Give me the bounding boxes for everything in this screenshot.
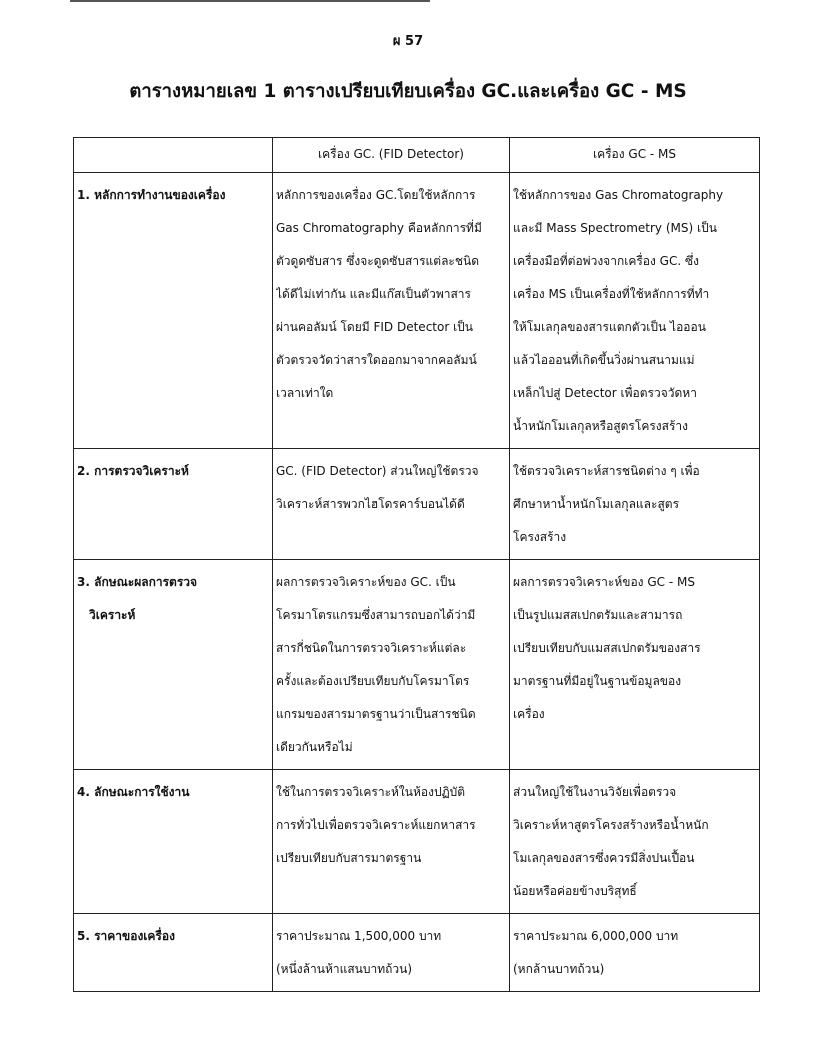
comparison-table bbox=[73, 137, 760, 992]
cell-line: (หกล้านบาทถ้วน) bbox=[513, 962, 605, 976]
cell-line: วิเคราะห์หาสูตรโครงสร้างหรือน้ำหนัก bbox=[513, 818, 709, 832]
cell-line: ผ่านคอลัมน์ โดยมี FID Detector เป็น bbox=[276, 320, 474, 334]
cell-line: เปรียบเทียบกับสารมาตรฐาน bbox=[276, 851, 422, 865]
cell-line: เปรียบเทียบกับแมสสเปกตรัมของสาร bbox=[513, 641, 701, 655]
cell-line: แล้วไอออนที่เกิดขึ้นวิ่งผ่านสนามแม่ bbox=[513, 353, 695, 367]
cell-line: 2. การตรวจวิเคราะห์ bbox=[77, 464, 189, 478]
cell-line: 5. ราคาของเครื่อง bbox=[77, 929, 175, 943]
cell-line: 1. หลักการทำงานของเครื่อง bbox=[77, 188, 226, 202]
cell-gc bbox=[273, 449, 510, 560]
document-title: ตารางหมายเลข 1 ตารางเปรียบเทียบเครื่อง GC.และเครื่อง GC - MS bbox=[129, 81, 687, 102]
cell-line: ใช้ในการตรวจวิเคราะห์ในห้องปฏิบัติ bbox=[276, 785, 466, 799]
table-row bbox=[74, 770, 760, 914]
cell-line: โครงสร้าง bbox=[513, 530, 567, 544]
cell-gc bbox=[273, 560, 510, 770]
cell-line: ตัวดูดซับสาร ซึ่งจะดูดซับสารแต่ละชนิด bbox=[276, 254, 480, 268]
cell-gc bbox=[273, 914, 510, 992]
scan-edge-line bbox=[70, 0, 430, 2]
cell-line: (หนึ่งล้านห้าแสนบาทถ้วน) bbox=[276, 962, 413, 976]
cell-topic bbox=[74, 770, 273, 914]
cell-line: ใช้หลักการของ Gas Chromatography bbox=[513, 188, 724, 202]
cell-line: GC. (FID Detector) ส่วนใหญ่ใช้ตรวจ bbox=[276, 464, 479, 478]
cell-line: เครื่อง MS เป็นเครื่องที่ใช้หลักการที่ทำ bbox=[513, 287, 710, 301]
cell-line: เหล็กไปสู่ Detector เพื่อตรวจวัดหา bbox=[513, 386, 697, 400]
cell-line: เดียวกันหรือไม่ bbox=[276, 740, 353, 754]
cell-gc bbox=[273, 770, 510, 914]
page-number: ผ 57 bbox=[392, 34, 424, 49]
cell-line: และมี Mass Spectrometry (MS) เป็น bbox=[513, 221, 717, 235]
cell-line: แกรมของสารมาตรฐานว่าเป็นสารชนิด bbox=[276, 707, 476, 721]
table-row bbox=[74, 560, 760, 770]
cell-line: 3. ลักษณะผลการตรวจ bbox=[77, 575, 198, 589]
cell-gcms bbox=[510, 770, 760, 914]
cell-line: โมเลกุลของสารซึ่งควรมีสิ่งปนเปื้อน bbox=[513, 851, 695, 865]
header-topic bbox=[74, 138, 273, 173]
cell-line: ได้ดีไม่เท่ากัน และมีแก๊สเป็นตัวพาสาร bbox=[276, 287, 471, 301]
table-row bbox=[74, 914, 760, 992]
cell-line: น้อยหรือค่อยข้างบริสุทธิ์ bbox=[513, 884, 637, 898]
cell-line: ราคาประมาณ 1,500,000 บาท bbox=[276, 929, 442, 943]
cell-topic bbox=[74, 560, 273, 770]
cell-line: วิเคราะห์สารพวกไฮโดรคาร์บอนได้ดี bbox=[276, 497, 465, 511]
cell-line: สารกี่ชนิดในการตรวจวิเคราะห์แต่ละ bbox=[276, 641, 467, 655]
cell-line: ผลการตรวจวิเคราะห์ของ GC - MS bbox=[513, 575, 695, 589]
cell-line: เวลาเท่าใด bbox=[276, 386, 334, 400]
cell-topic bbox=[74, 449, 273, 560]
cell-line: ราคาประมาณ 6,000,000 บาท bbox=[513, 929, 679, 943]
cell-gcms bbox=[510, 449, 760, 560]
cell-line: การทั่วไปเพื่อตรวจวิเคราะห์แยกหาสาร bbox=[276, 818, 476, 832]
table-header-row bbox=[74, 138, 760, 173]
cell-line: ครั้งและต้องเปรียบเทียบกับโครมาโตร bbox=[276, 674, 470, 688]
cell-line: เป็นรูปแมสสเปกตรัมและสามารถ bbox=[513, 608, 683, 622]
cell-gcms bbox=[510, 173, 760, 449]
cell-line: ส่วนใหญ่ใช้ในงานวิจัยเพื่อตรวจ bbox=[513, 785, 677, 799]
cell-gcms bbox=[510, 560, 760, 770]
cell-line: โครมาโตรแกรมซึ่งสามารถบอกได้ว่ามี bbox=[276, 608, 476, 622]
cell-line: ศึกษาหาน้ำหนักโมเลกุลและสูตร bbox=[513, 497, 680, 511]
cell-line: น้ำหนักโมเลกุลหรือสูตรโครงสร้าง bbox=[513, 419, 689, 433]
cell-line: หลักการของเครื่อง GC.โดยใช้หลักการ bbox=[276, 188, 476, 202]
cell-line: ให้โมเลกุลของสารแตกตัวเป็น ไอออน bbox=[513, 320, 706, 334]
cell-line: ผลการตรวจวิเคราะห์ของ GC. เป็น bbox=[276, 575, 456, 589]
cell-line: ใช้ตรวจวิเคราะห์สารชนิดต่าง ๆ เพื่อ bbox=[513, 464, 700, 478]
table-row bbox=[74, 449, 760, 560]
cell-line: Gas Chromatography คือหลักการที่มี bbox=[276, 221, 482, 235]
cell-gcms bbox=[510, 914, 760, 992]
cell-topic bbox=[74, 173, 273, 449]
header-gcms: เครื่อง GC - MS bbox=[510, 138, 760, 173]
cell-line: เครื่อง bbox=[513, 707, 545, 721]
cell-line: 4. ลักษณะการใช้งาน bbox=[77, 785, 190, 799]
cell-line: เครื่องมือที่ต่อพ่วงจากเครื่อง GC. ซึ่ง bbox=[513, 254, 699, 268]
table-row bbox=[74, 173, 760, 449]
header-gc: เครื่อง GC. (FID Detector) bbox=[273, 138, 510, 173]
table-body bbox=[74, 173, 760, 992]
cell-gc bbox=[273, 173, 510, 449]
cell-line: วิเคราะห์ bbox=[89, 608, 136, 622]
cell-line: มาตรฐานที่มีอยู่ในฐานข้อมูลของ bbox=[513, 674, 682, 688]
cell-topic bbox=[74, 914, 273, 992]
cell-line: ตัวตรวจวัดว่าสารใดออกมาจากคอลัมน์ bbox=[276, 353, 477, 367]
